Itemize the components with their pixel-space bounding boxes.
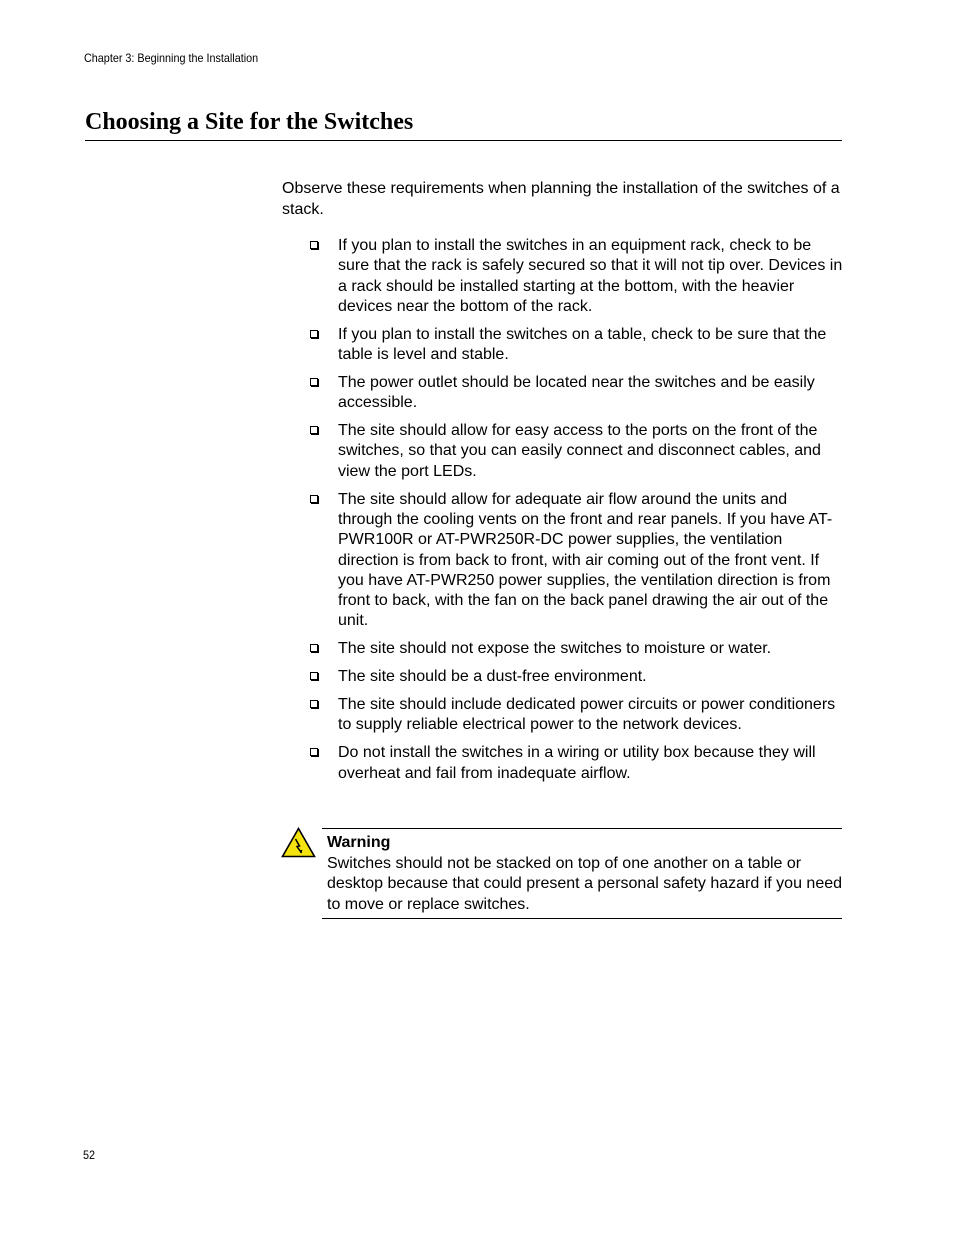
- square-bullet-icon: [310, 241, 318, 249]
- list-item-text: The site should allow for easy access to the ports on the front of the switches, so that you can easily connect and disconnect cables, and view the port LEDs.: [338, 422, 821, 480]
- square-bullet-icon: [310, 748, 318, 756]
- list-item: [309, 743, 844, 784]
- running-header: Chapter 3: Beginning the Installation: [84, 51, 259, 65]
- requirements-list: [309, 236, 844, 791]
- warning-callout: [322, 828, 842, 919]
- square-bullet-icon: [310, 330, 318, 338]
- list-item: [309, 325, 844, 366]
- list-item-text: The power outlet should be located near the switches and be easily accessible.: [338, 373, 815, 412]
- section-title: Choosing a Site for the Switches: [85, 109, 414, 135]
- electrical-hazard-warning-icon: [281, 827, 316, 858]
- square-bullet-icon: [310, 644, 318, 652]
- title-underline-rule: [85, 140, 842, 141]
- list-item: [309, 639, 844, 659]
- warning-heading: Warning: [327, 834, 391, 851]
- square-bullet-icon: [310, 378, 318, 386]
- list-item-text: The site should allow for adequate air flow around the units and through the cooling vents on the front and rear panels. If you have AT-PWR100R or AT-PWR250R-DC power supplies, the ventilation direction is from back to front, with air coming out of the front vent. If you have AT-PWR250 power supplies, the ventilation direction is from front to back, with the fan on the back panel drawing the air out of the unit.: [338, 490, 833, 630]
- list-item: [309, 236, 844, 317]
- warning-text: Switches should not be stacked on top of one another on a table or desktop because that could present a personal safety hazard if you need to move or replace switches.: [327, 855, 843, 913]
- square-bullet-icon: [310, 700, 318, 708]
- intro-paragraph: Observe these requirements when planning the installation of the switches of a stack.: [282, 180, 840, 218]
- list-item-text: The site should not expose the switches to moisture or water.: [338, 640, 772, 658]
- list-item-text: If you plan to install the switches on a table, check to be sure that the table is level and stable.: [338, 325, 827, 364]
- list-item: [309, 667, 844, 687]
- list-item: [309, 373, 844, 414]
- list-item-text: The site should include dedicated power circuits or power conditioners to supply reliable electrical power to the network devices.: [338, 696, 836, 734]
- list-item: [309, 490, 844, 632]
- list-item: [309, 695, 844, 736]
- page-number: 52: [83, 1148, 96, 1162]
- square-bullet-icon: [310, 672, 318, 680]
- list-item-text: If you plan to install the switches in an equipment rack, check to be sure that the rack is safely secured so that it will not tip over. Devices in a rack should be installed starting at the bottom, with the heavier devices near the bottom of the rack.: [338, 237, 843, 315]
- square-bullet-icon: [310, 495, 318, 503]
- list-item: [309, 421, 844, 482]
- list-item-text: The site should be a dust-free environment.: [338, 668, 647, 686]
- square-bullet-icon: [310, 426, 318, 434]
- list-item-text: Do not install the switches in a wiring or utility box because they will overheat and fail from inadequate airflow.: [338, 744, 816, 782]
